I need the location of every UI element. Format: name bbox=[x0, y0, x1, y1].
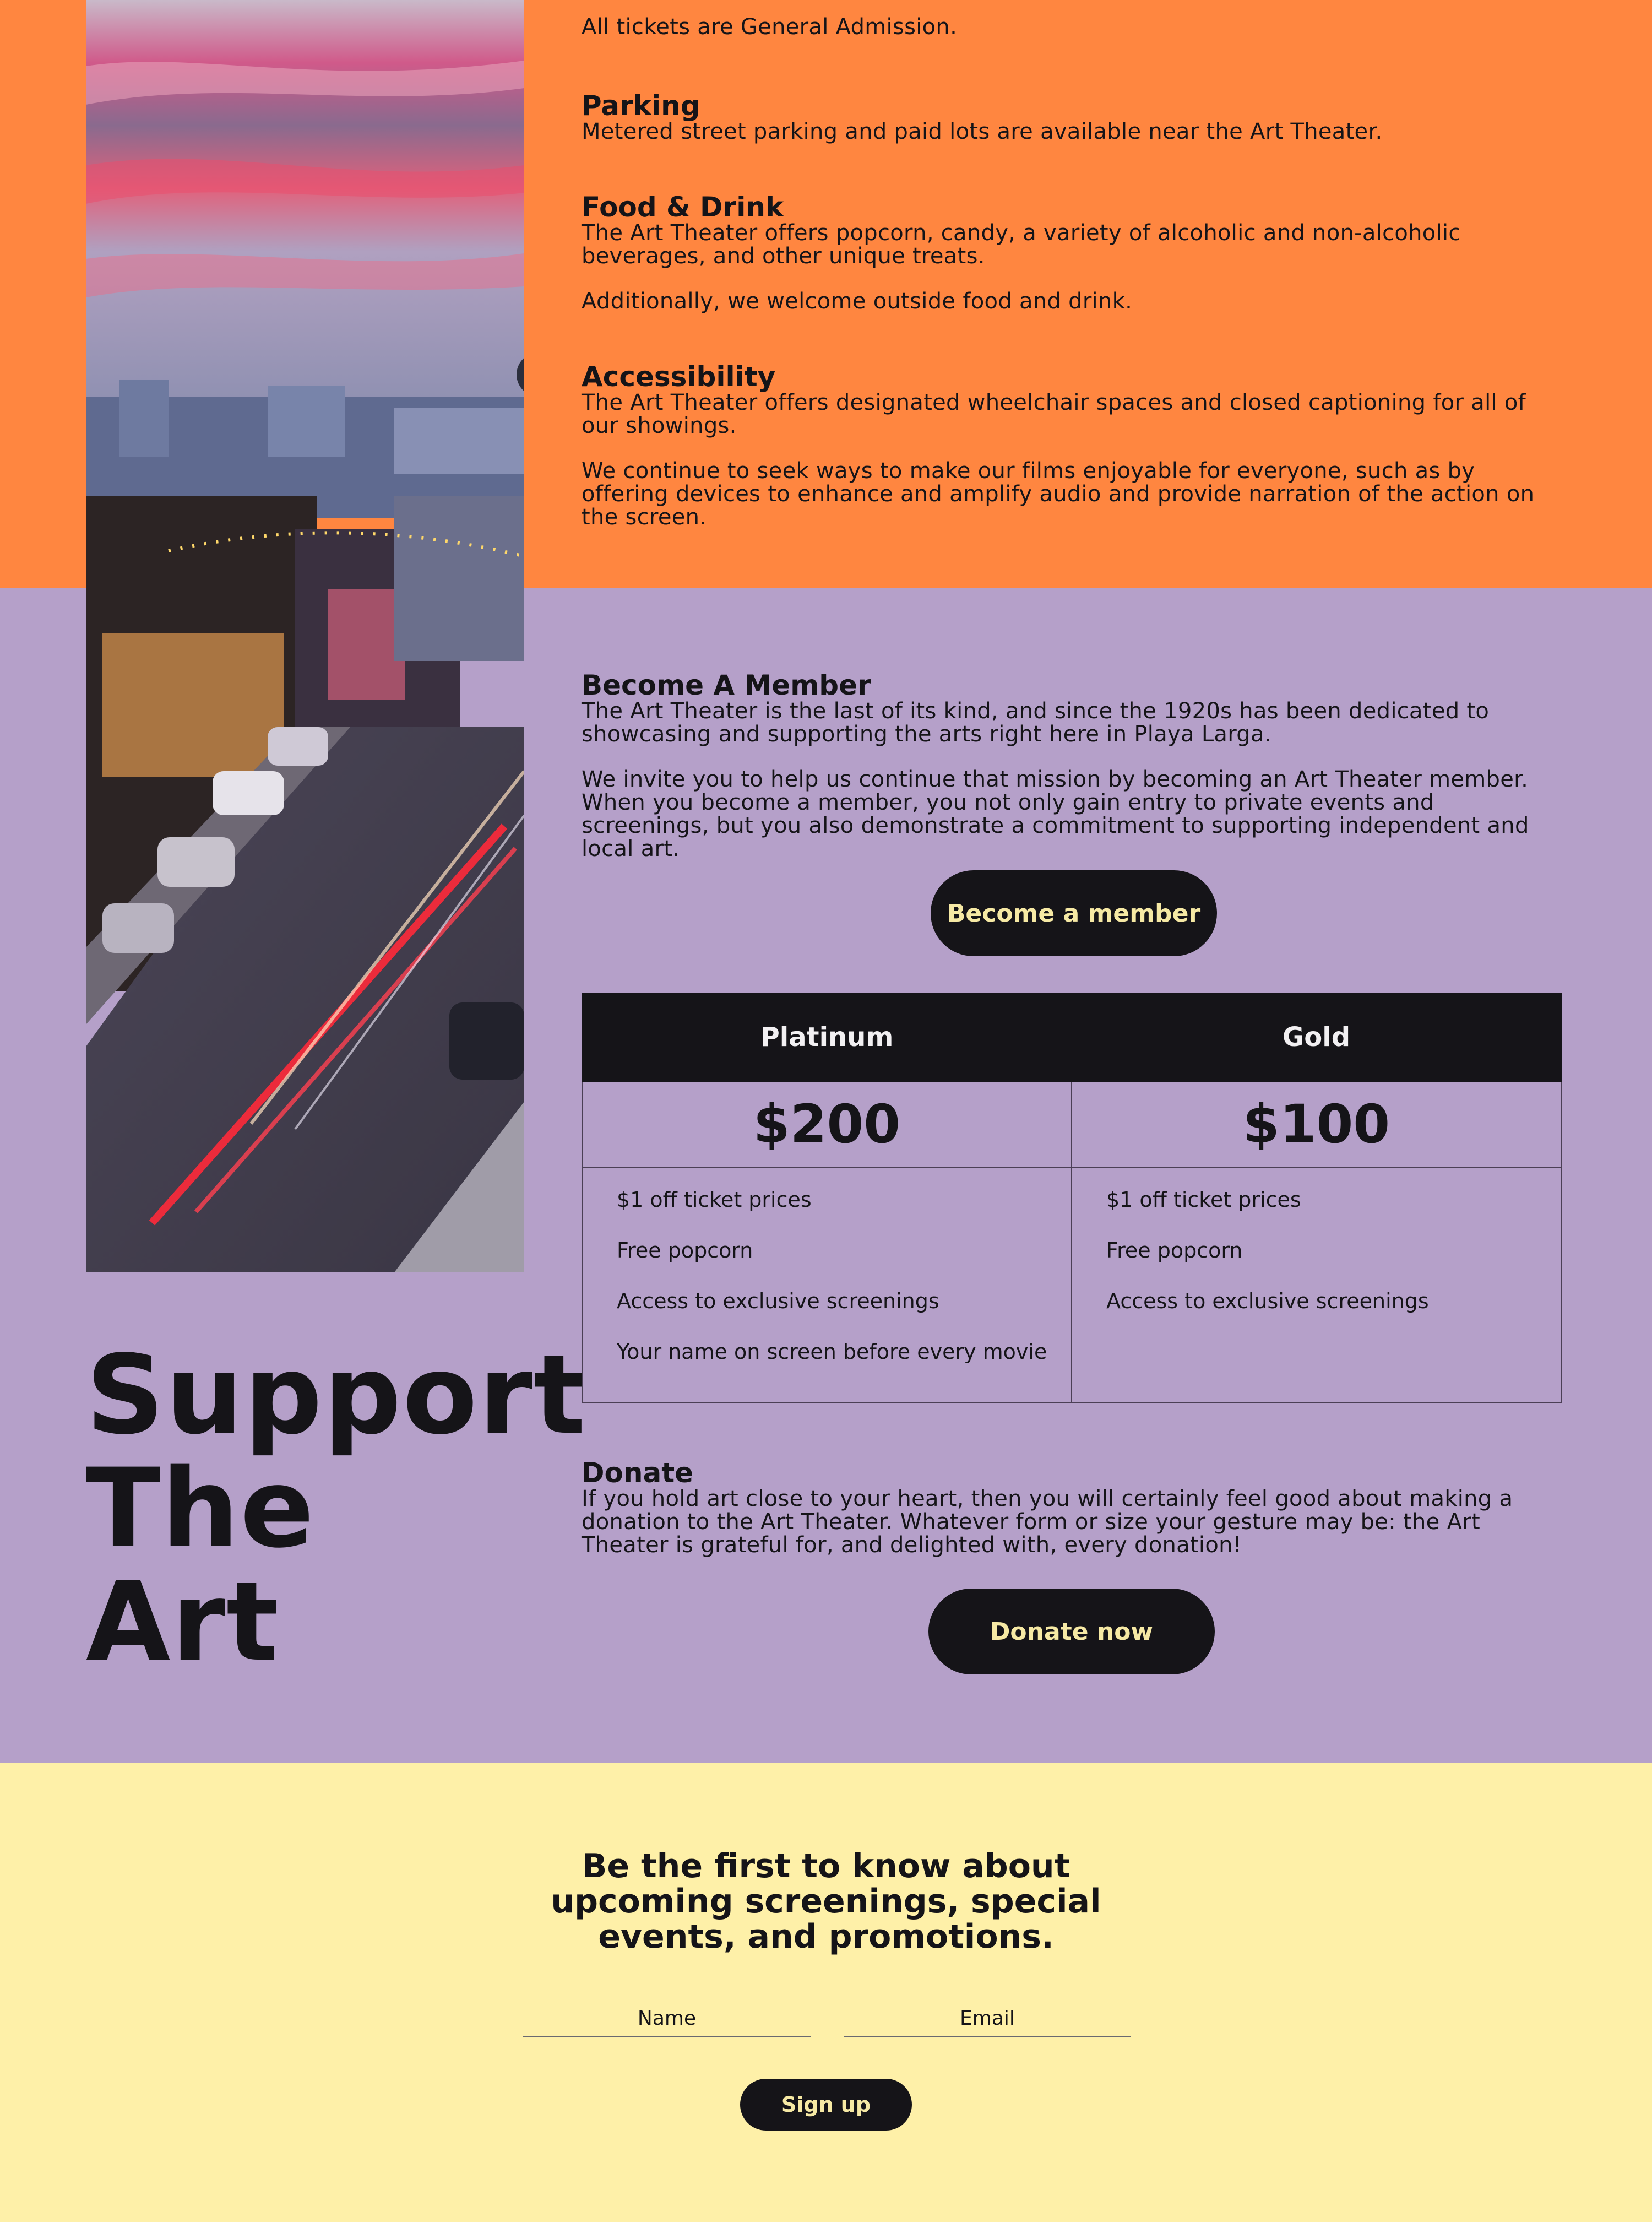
become-member-button[interactable]: Become a member bbox=[931, 870, 1217, 956]
perk-item: Free popcorn bbox=[617, 1238, 753, 1262]
parking-text: Metered street parking and paid lots are available near the Art Theater. bbox=[582, 119, 1383, 144]
newsletter-title: Be the first to know about upcoming screenings, special events, and promotions. bbox=[551, 1847, 1101, 1956]
accessibility-heading: Accessibility bbox=[582, 361, 776, 393]
parking-heading: Parking bbox=[582, 90, 700, 122]
general-admission-text: All tickets are General Admission. bbox=[582, 14, 958, 40]
tier-name-platinum: Platinum bbox=[582, 993, 1072, 1081]
donate-now-button[interactable]: Donate now bbox=[928, 1589, 1215, 1674]
perk-item: $1 off ticket prices bbox=[1106, 1188, 1301, 1212]
tier-name-gold: Gold bbox=[1072, 993, 1561, 1081]
support-title bbox=[86, 1331, 587, 1686]
food-text-1: The Art Theater offers popcorn, candy, a variety of alcoholic and non-alcoholic beverages, and other unique treats. bbox=[582, 220, 1461, 269]
newsletter-section bbox=[0, 1763, 1652, 2222]
perk-item: Access to exclusive screenings bbox=[1106, 1289, 1429, 1313]
perk-item: Your name on screen before every movie bbox=[617, 1340, 1047, 1364]
food-heading: Food & Drink bbox=[582, 191, 784, 223]
email-input[interactable] bbox=[844, 2001, 1131, 2037]
member-heading: Become A Member bbox=[582, 669, 871, 701]
tier-price-gold: $100 bbox=[1072, 1081, 1561, 1167]
support-title-line: Art bbox=[86, 1558, 280, 1686]
food-text-2: Additionally, we welcome outside food and drink. bbox=[582, 289, 1133, 314]
tier-price-platinum: $200 bbox=[582, 1081, 1072, 1167]
perk-item: Access to exclusive screenings bbox=[617, 1289, 939, 1313]
support-title-line: The bbox=[86, 1445, 316, 1572]
street-sunset-photo bbox=[86, 0, 524, 1272]
perk-item: Free popcorn bbox=[1106, 1238, 1243, 1262]
member-text-2: We invite you to help us continue that mission by becoming an Art Theater member. When you become a member, you not only gain entry to private events and screenings, but you also demonstrate a commitment to supporting independent and local art. bbox=[582, 767, 1529, 861]
member-text-1: The Art Theater is the last of its kind, and since the 1920s has been dedicated to showcasing and supporting the arts right here in Playa Larga. bbox=[582, 698, 1490, 747]
accessibility-text-2: We continue to seek ways to make our films enjoyable for everyone, such as by offering devices to enhance and amplify audio and provide narration of the action on the screen. bbox=[582, 458, 1535, 530]
membership-tiers-table bbox=[582, 993, 1562, 1403]
perk-item: $1 off ticket prices bbox=[617, 1188, 812, 1212]
support-title-line: Support bbox=[86, 1331, 587, 1459]
donate-text: If you hold art close to your heart, then you will certainly feel good about making a donation to the Art Theater. Whatever form or size your gesture may be: the Art Theater is grateful for, and delighted with, every donation! bbox=[582, 1486, 1513, 1558]
tier-perks-gold bbox=[1072, 1167, 1561, 1403]
name-input[interactable] bbox=[523, 2001, 811, 2037]
tier-perks-platinum bbox=[582, 1167, 1072, 1403]
sign-up-button[interactable]: Sign up bbox=[740, 2079, 912, 2131]
donate-heading: Donate bbox=[582, 1457, 694, 1489]
accessibility-text-1: The Art Theater offers designated wheelchair spaces and closed captioning for all of our showings. bbox=[582, 390, 1526, 438]
